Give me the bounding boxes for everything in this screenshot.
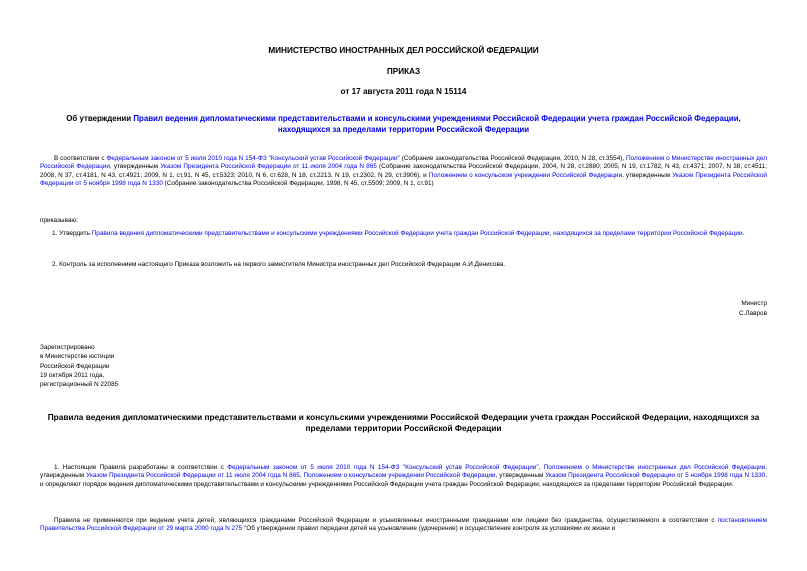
- rule1-decree-865-link[interactable]: Указом Президента Российской Федерации от 11 июля 2004 года N 865: [86, 472, 300, 480]
- consular-office-regulation-link[interactable]: Положением о консульском учреждении Российской Федерации: [428, 171, 623, 179]
- order-item-2: 2. Контроль за исполнением настоящего Приказа возложить на первого заместителя Министра иностранных дел Российской Федерации А.И.Денисова.: [52, 261, 506, 268]
- rules-paragraph-2: [40, 517, 767, 534]
- preamble-paragraph: [40, 155, 767, 189]
- consular-charter-link[interactable]: Федеральным законом от 5 июля 2010 года N 154-ФЗ "Консульский устав Российской Федерации": [106, 155, 400, 162]
- subject-rules-link[interactable]: Правил ведения дипломатическими представительствами и консульскими учреждениями Российской Федерации учета граждан Российской Федерации, находящихся за пределами территории Российской Федерации: [133, 114, 741, 134]
- preamble-text-6: (Собрание законодательства Российской Федерации, 1998, N 45, ст.5509; 2009, N 1, ст.91): [162, 180, 434, 188]
- decree-1330-link[interactable]: Указом Президента Российской Федерации от 5 ноября 1998 года N 1330: [40, 171, 768, 188]
- rule1-text-1: 1. Настоящие Правила разработаны в соответствии с: [54, 464, 228, 471]
- rule2-text-2: "Об утверждении правил передачи детей на усыновление (удочерение) и осуществления контроля за условиями их жизни и: [242, 525, 616, 533]
- government-resolution-275-link[interactable]: постановлением Правительства Российской Федерации от 29 марта 2000 года N 275: [40, 517, 767, 533]
- preamble-text-1: В соответствии с: [54, 155, 107, 162]
- registration-line-1: Зарегистрировано: [40, 344, 95, 351]
- signature-title: Министр: [741, 300, 767, 307]
- registration-line-3: Российской Федерации: [40, 362, 110, 370]
- rule1-text-2: ,: [538, 464, 544, 471]
- item1-rules-link[interactable]: Правила ведения дипломатическими представительствами и консульскими учреждениями Российской Федерации учета граждан Российской Федерации, находящихся за пределами территории Российской Федерации: [91, 230, 743, 237]
- signature-name: С.Лавров: [738, 309, 767, 317]
- item1-suffix: .: [742, 230, 745, 237]
- registration-block: [40, 343, 118, 389]
- document-type-heading: ПРИКАЗ: [386, 67, 421, 76]
- ministry-heading: МИНИСТЕРСТВО ИНОСТРАННЫХ ДЕЛ РОССИЙСКОЙ ФЕДЕРАЦИИ: [268, 46, 539, 55]
- order-subject: [40, 114, 767, 135]
- mfa-regulation-link[interactable]: Положением о Министерстве иностранных дел Российской Федерации: [40, 155, 767, 171]
- preamble-text-4: (Собрание законодательства Российской Федерации, 2004, N 28, ст.2880; 2005, N 19, ст.1782, N 43, ст.4371; 2007, N 38, ст.4511; 2008, N 37, ст.4181, N 43, ст.4921; 2009, N 1, ст.91, N 45, ст.5323; 2010, N 6, ст.628, N 18, ст.2213, N 19, ст.2302, N 29, ст.3906), и: [40, 163, 767, 179]
- rule1-text-4: ,: [299, 472, 304, 480]
- rule1-text-5: , утвержденным: [495, 472, 546, 480]
- preamble-text-3: , утвержденным: [109, 163, 161, 171]
- rule1-text-3: , утвержденным: [40, 464, 767, 480]
- rule1-mfa-regulation-link[interactable]: Положением о Министерстве иностранных дел Российской Федерации: [543, 464, 766, 471]
- preamble-text-5: , утвержденным: [622, 171, 673, 179]
- registration-line-5: регистрационный N 22085: [40, 381, 119, 389]
- subject-prefix: Об утверждении: [66, 114, 134, 123]
- registration-line-2: в Министерстве юстиции: [40, 353, 115, 361]
- preamble-text-2: (Собрание законодательства Российской Федерации, 2010, N 28, ст.3554),: [399, 155, 627, 162]
- rule2-text-1: Правила не применяются при ведении учета детей, являющихся гражданами Российской Федерации и усыновленных иностранными гражданами или лицами без гражданства, осуществляемого в соответствии с: [54, 517, 718, 524]
- order-item-1: [40, 230, 767, 238]
- rules-title: Правила ведения дипломатическими представительствами и консульскими учреждениями Российской Федерации учета граждан Российской Федерации, находящихся за пределами территории Российской Федерации: [47, 412, 760, 434]
- rules-paragraph-1: [40, 464, 767, 489]
- date-number-heading: от 17 августа 2011 года N 15114: [340, 87, 467, 96]
- ordered-line: приказываю:: [40, 217, 78, 224]
- registration-line-4: 19 октября 2011 года,: [40, 371, 105, 379]
- rule1-consular-charter-link[interactable]: Федеральным законом от 5 июля 2010 года N 154-ФЗ "Консульский устав Российской Федерации": [227, 464, 539, 471]
- rule1-decree-1330-link[interactable]: Указом Президента Российской Федерации от 5 ноября 1998 года N 1330: [545, 472, 766, 480]
- decree-865-link[interactable]: Указом Президента Российской Федерации от 11 июля 2004 года N 865: [160, 163, 377, 171]
- signature-block: [739, 299, 767, 318]
- item1-prefix: 1. Утвердить: [52, 230, 92, 237]
- rule1-consular-office-regulation-link[interactable]: Положением о консульском учреждении Российской Федерации: [303, 472, 496, 480]
- rule1-text-6: , и определяют порядок ведения дипломатическими представительствами и консульскими учреждениями Российской Федерации учета граждан Российской Федерации, находящихся за пределами территории Российской Федерации.: [40, 472, 767, 488]
